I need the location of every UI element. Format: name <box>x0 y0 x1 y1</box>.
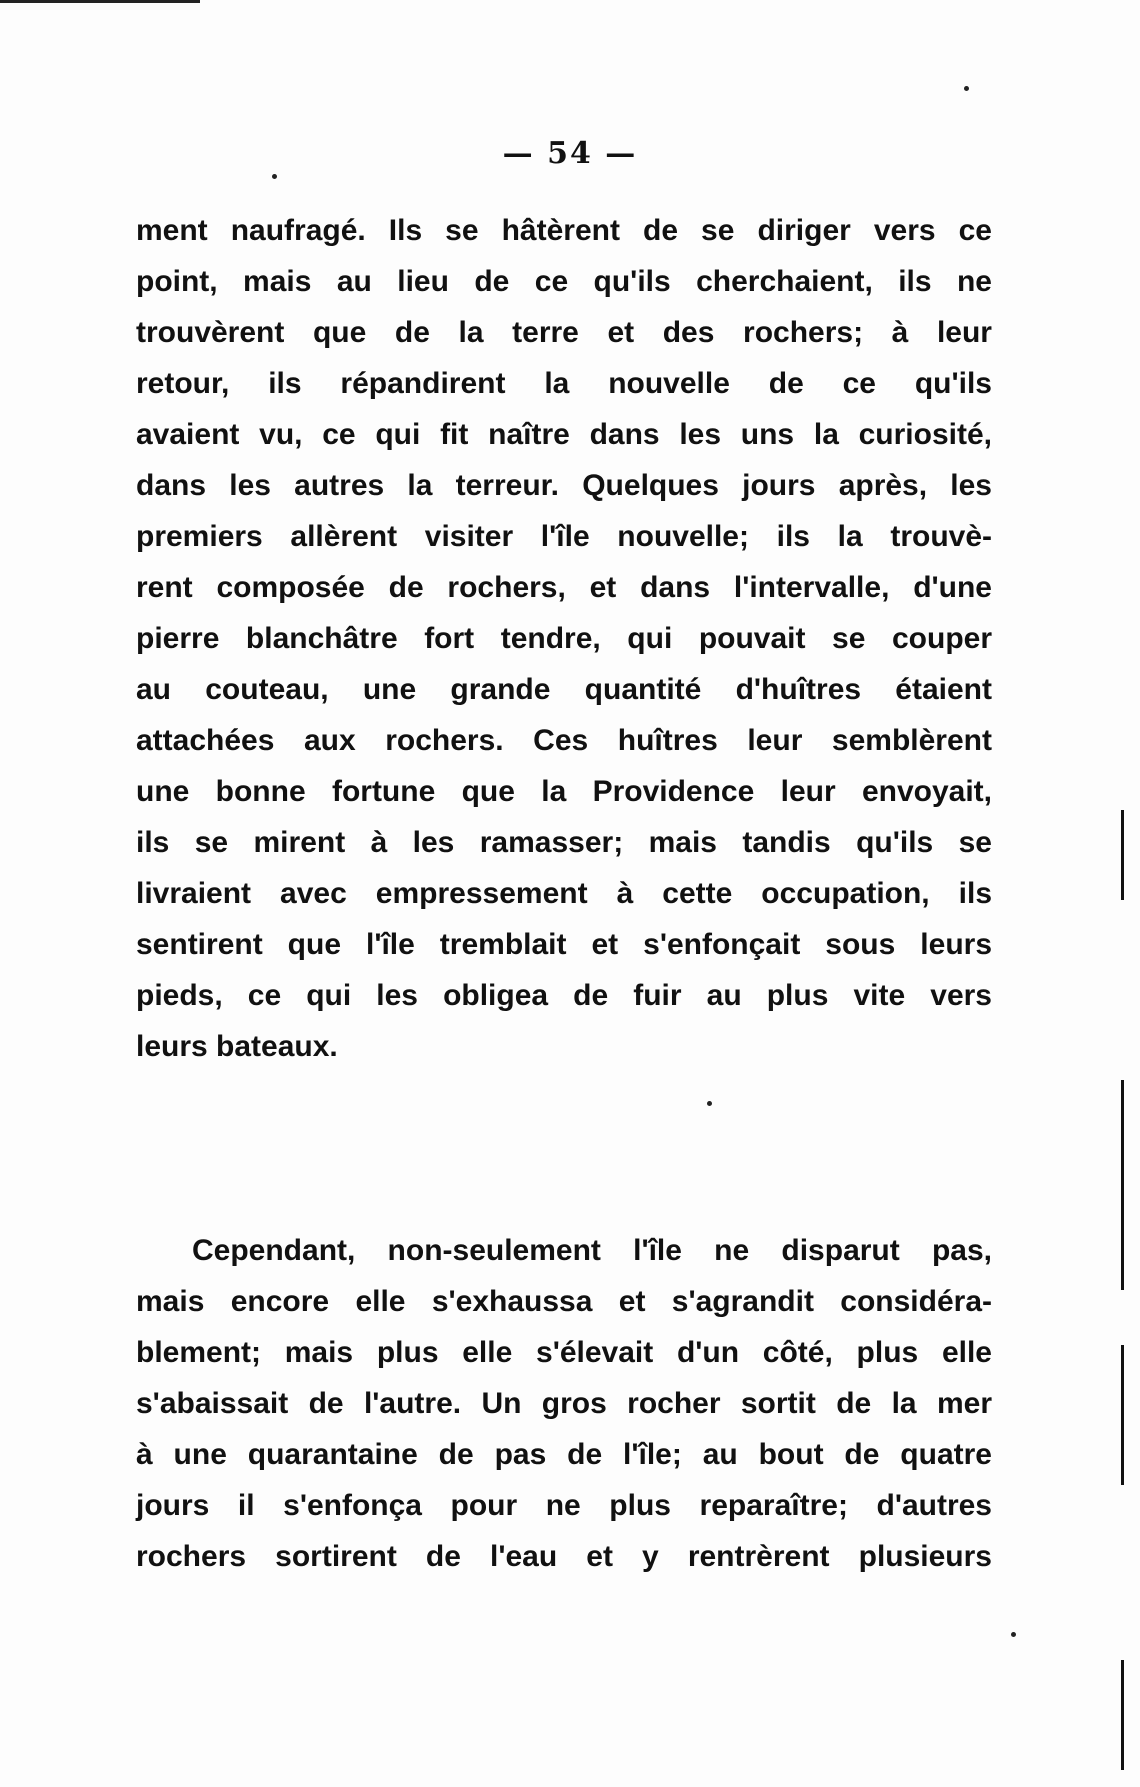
text-line: pieds, ce qui les obligea de fuir au plus vite vers <box>136 979 992 1012</box>
text-line: pierre blanchâtre fort tendre, qui pouvait se couper <box>136 622 992 655</box>
text-line: point, mais au lieu de ce qu'ils cherchaient, ils ne <box>136 265 992 298</box>
text-line: sentirent que l'île tremblait et s'enfonçait sous leurs <box>136 928 992 961</box>
page-edge-mark <box>1121 1345 1124 1485</box>
text-line: blement; mais plus elle s'élevait d'un côté, plus elle <box>136 1336 992 1369</box>
text-line: s'abaissait de l'autre. Un gros rocher sortit de la mer <box>136 1387 992 1420</box>
text-line: rent composée de rochers, et dans l'intervalle, d'une <box>136 571 992 604</box>
scan-speck <box>707 1101 712 1106</box>
text-line: au couteau, une grande quantité d'huîtres étaient <box>136 673 992 706</box>
text-line: mais encore elle s'exhaussa et s'agrandit considéra- <box>136 1285 992 1318</box>
page-edge-mark <box>1121 810 1124 900</box>
page-number: — 54 — <box>502 136 638 171</box>
page-edge-mark <box>1121 1080 1124 1290</box>
text-line: retour, ils répandirent la nouvelle de ce qu'ils <box>136 367 992 400</box>
text-line: livraient avec empressement à cette occupation, ils <box>136 877 992 910</box>
scan-speck <box>964 86 969 91</box>
text-line: dans les autres la terreur. Quelques jours après, les <box>136 469 992 502</box>
text-line: jours il s'enfonça pour ne plus reparaître; d'autres <box>136 1489 992 1522</box>
text-line: rochers sortirent de l'eau et y rentrèrent plusieurs <box>136 1540 992 1573</box>
paragraph-2 <box>136 1225 992 1582</box>
text-line: une bonne fortune que la Providence leur envoyait, <box>136 775 992 808</box>
text-line: Cependant, non-seulement l'île ne disparut pas, <box>192 1234 992 1267</box>
text-line: ment naufragé. Ils se hâtèrent de se diriger vers ce <box>136 214 992 247</box>
text-line: avaient vu, ce qui fit naître dans les uns la curiosité, <box>136 418 992 451</box>
text-line: à une quarantaine de pas de l'île; au bout de quatre <box>136 1438 992 1471</box>
paragraph-1 <box>136 205 992 1072</box>
scan-edge <box>0 0 200 3</box>
text-line: premiers allèrent visiter l'île nouvelle; ils la trouvè- <box>136 520 992 553</box>
scan-speck <box>272 174 277 179</box>
text-line: attachées aux rochers. Ces huîtres leur semblèrent <box>136 724 992 757</box>
text-line: ils se mirent à les ramasser; mais tandis qu'ils se <box>136 826 992 859</box>
text-line: trouvèrent que de la terre et des rochers; à leur <box>136 316 992 349</box>
page-edge-mark <box>1121 1660 1124 1770</box>
text-line: leurs bateaux. <box>136 1030 338 1063</box>
scan-speck <box>1011 1632 1016 1637</box>
